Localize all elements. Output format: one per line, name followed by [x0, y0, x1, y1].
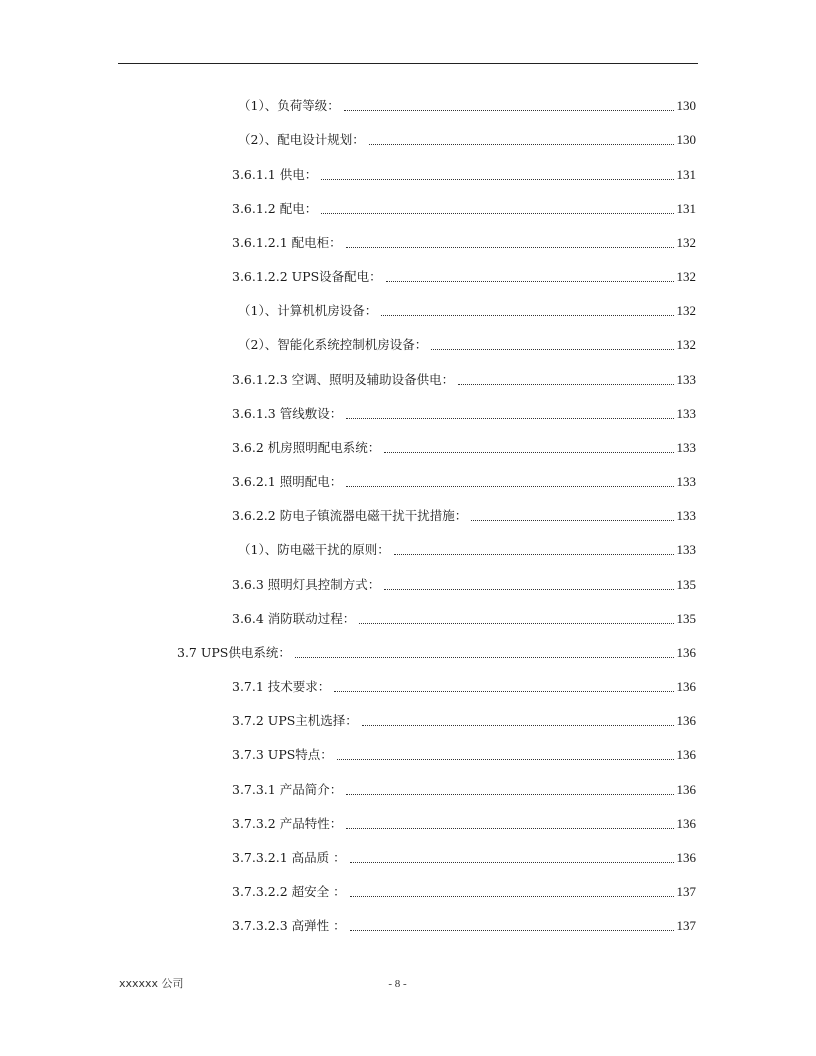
toc-leader-dots [334, 691, 673, 692]
toc-entry-page: 133 [676, 372, 696, 387]
toc-leader-dots [384, 589, 673, 590]
toc-entry-title: 3.6.2.2 防电子镇流器电磁干扰干扰措施： [232, 508, 468, 523]
toc-entry-title: 3.7.1 技术要求： [232, 679, 331, 694]
toc-entry-page: 137 [676, 918, 696, 933]
toc-entry-page: 132 [676, 235, 696, 250]
toc-entry-page: 136 [676, 679, 696, 694]
footer-company-name: xxxxxx 公司 [119, 977, 184, 990]
toc-leader-dots [350, 896, 674, 897]
toc-leader-dots [350, 862, 674, 863]
toc-entry-page: 136 [676, 645, 696, 660]
toc-entry-page: 136 [676, 816, 696, 831]
toc-leader-dots [346, 828, 673, 829]
toc-entry-title: 3.6.1.3 管线敷设： [232, 406, 343, 421]
toc-entry[interactable] [232, 440, 696, 456]
toc-entry-title: 3.7.3.1 产品简介： [232, 782, 343, 797]
toc-entry-page: 130 [676, 98, 696, 113]
toc-entry[interactable] [232, 201, 696, 217]
toc-entry-title: 3.6.2 机房照明配电系统： [232, 440, 381, 455]
toc-entry-page: 136 [676, 782, 696, 797]
toc-entry[interactable] [232, 782, 696, 798]
toc-leader-dots [458, 384, 673, 385]
toc-entry-page: 132 [676, 269, 696, 284]
toc-entry[interactable] [232, 884, 696, 900]
toc-entry[interactable] [232, 372, 696, 388]
toc-entry[interactable] [232, 474, 696, 490]
toc-entry[interactable] [238, 132, 696, 148]
toc-leader-dots [350, 930, 674, 931]
toc-entry-page: 136 [676, 850, 696, 865]
toc-leader-dots [431, 349, 673, 350]
toc-entry-page: 133 [676, 542, 696, 557]
toc-entry[interactable] [238, 337, 696, 353]
toc-leader-dots [359, 623, 673, 624]
toc-entry-page: 133 [676, 474, 696, 489]
toc-entry[interactable] [232, 816, 696, 832]
toc-entry-title: 3.6.2.1 照明配电： [232, 474, 343, 489]
toc-entry-title: 3.6.4 消防联动过程： [232, 611, 356, 626]
toc-entry[interactable] [232, 577, 696, 593]
toc-entry-page: 133 [676, 508, 696, 523]
toc-entry[interactable] [238, 542, 696, 558]
toc-entry-page: 136 [676, 713, 696, 728]
toc-entry[interactable] [232, 508, 696, 524]
toc-entry-page: 133 [676, 440, 696, 455]
toc-entry[interactable] [232, 713, 696, 729]
toc-entry-page: 132 [676, 337, 696, 352]
toc-entry[interactable] [232, 679, 696, 695]
toc-entry[interactable] [232, 235, 696, 251]
toc-entry-title: 3.7.3.2.2 超安全 ： [232, 884, 346, 899]
toc-entry-page: 131 [676, 167, 696, 182]
toc-entry-title: 3.6.3 照明灯具控制方式： [232, 577, 381, 592]
toc-entry-title: 3.7.3.2.1 高品质 ： [232, 850, 346, 865]
toc-leader-dots [362, 725, 674, 726]
toc-entry-page: 136 [676, 747, 696, 762]
toc-entry[interactable] [232, 611, 696, 627]
toc-entry-page: 137 [676, 884, 696, 899]
toc-entry-page: 130 [676, 132, 696, 147]
toc-entry-page: 135 [676, 611, 696, 626]
toc-leader-dots [346, 794, 673, 795]
toc-leader-dots [381, 315, 673, 316]
toc-leader-dots [394, 554, 674, 555]
toc-leader-dots [321, 179, 673, 180]
toc-entry-title: 3.7.3 UPS特点： [232, 747, 333, 762]
toc-entry[interactable] [232, 167, 696, 183]
toc-entry[interactable] [232, 747, 696, 763]
toc-entry-title: 3.7 UPS供电系统： [177, 645, 291, 660]
toc-entry-title: 3.7.2 UPS主机选择： [232, 713, 358, 728]
toc-entry[interactable] [232, 850, 696, 866]
toc-entry[interactable] [232, 269, 696, 285]
toc-leader-dots [346, 418, 673, 419]
toc-leader-dots [295, 657, 674, 658]
toc-entry-page: 132 [676, 303, 696, 318]
toc-entry[interactable] [232, 406, 696, 422]
toc-entry[interactable] [232, 918, 696, 934]
toc-leader-dots [344, 110, 674, 111]
toc-entry[interactable] [177, 645, 696, 661]
toc-leader-dots [369, 144, 674, 145]
toc-entry-title: （2）、配电设计规划： [238, 132, 365, 147]
toc-leader-dots [346, 486, 673, 487]
toc-leader-dots [337, 759, 674, 760]
toc-entry-title: （1）、负荷等级： [238, 98, 340, 113]
toc-entry-title: 3.6.1.2 配电： [232, 201, 318, 216]
toc-entry-page: 131 [676, 201, 696, 216]
toc-entry-title: （1）、计算机机房设备： [238, 303, 378, 318]
toc-entry-title: 3.7.3.2 产品特性： [232, 816, 343, 831]
toc-leader-dots [386, 281, 674, 282]
toc-entry-page: 133 [676, 406, 696, 421]
toc-entry[interactable] [238, 303, 696, 319]
toc-entry-title: 3.6.1.2.1 配电柜： [232, 235, 342, 250]
toc-entry-page: 135 [676, 577, 696, 592]
toc-leader-dots [321, 213, 673, 214]
toc-entry-title: （2）、智能化系统控制机房设备： [238, 337, 428, 352]
toc-leader-dots [384, 452, 673, 453]
toc-entry-title: 3.7.3.2.3 高弹性 ： [232, 918, 346, 933]
toc-leader-dots [346, 247, 674, 248]
toc-entry-title: 3.6.1.2.3 空调、照明及辅助设备供电： [232, 372, 455, 387]
toc-entry-title: （1）、防电磁干扰的原则： [238, 542, 390, 557]
toc-entry-title: 3.6.1.1 供电： [232, 167, 318, 182]
toc-entry[interactable] [238, 98, 696, 114]
toc-leader-dots [471, 520, 673, 521]
toc-entry-title: 3.6.1.2.2 UPS设备配电： [232, 269, 382, 284]
footer-page-number: - 8 - [388, 978, 407, 990]
